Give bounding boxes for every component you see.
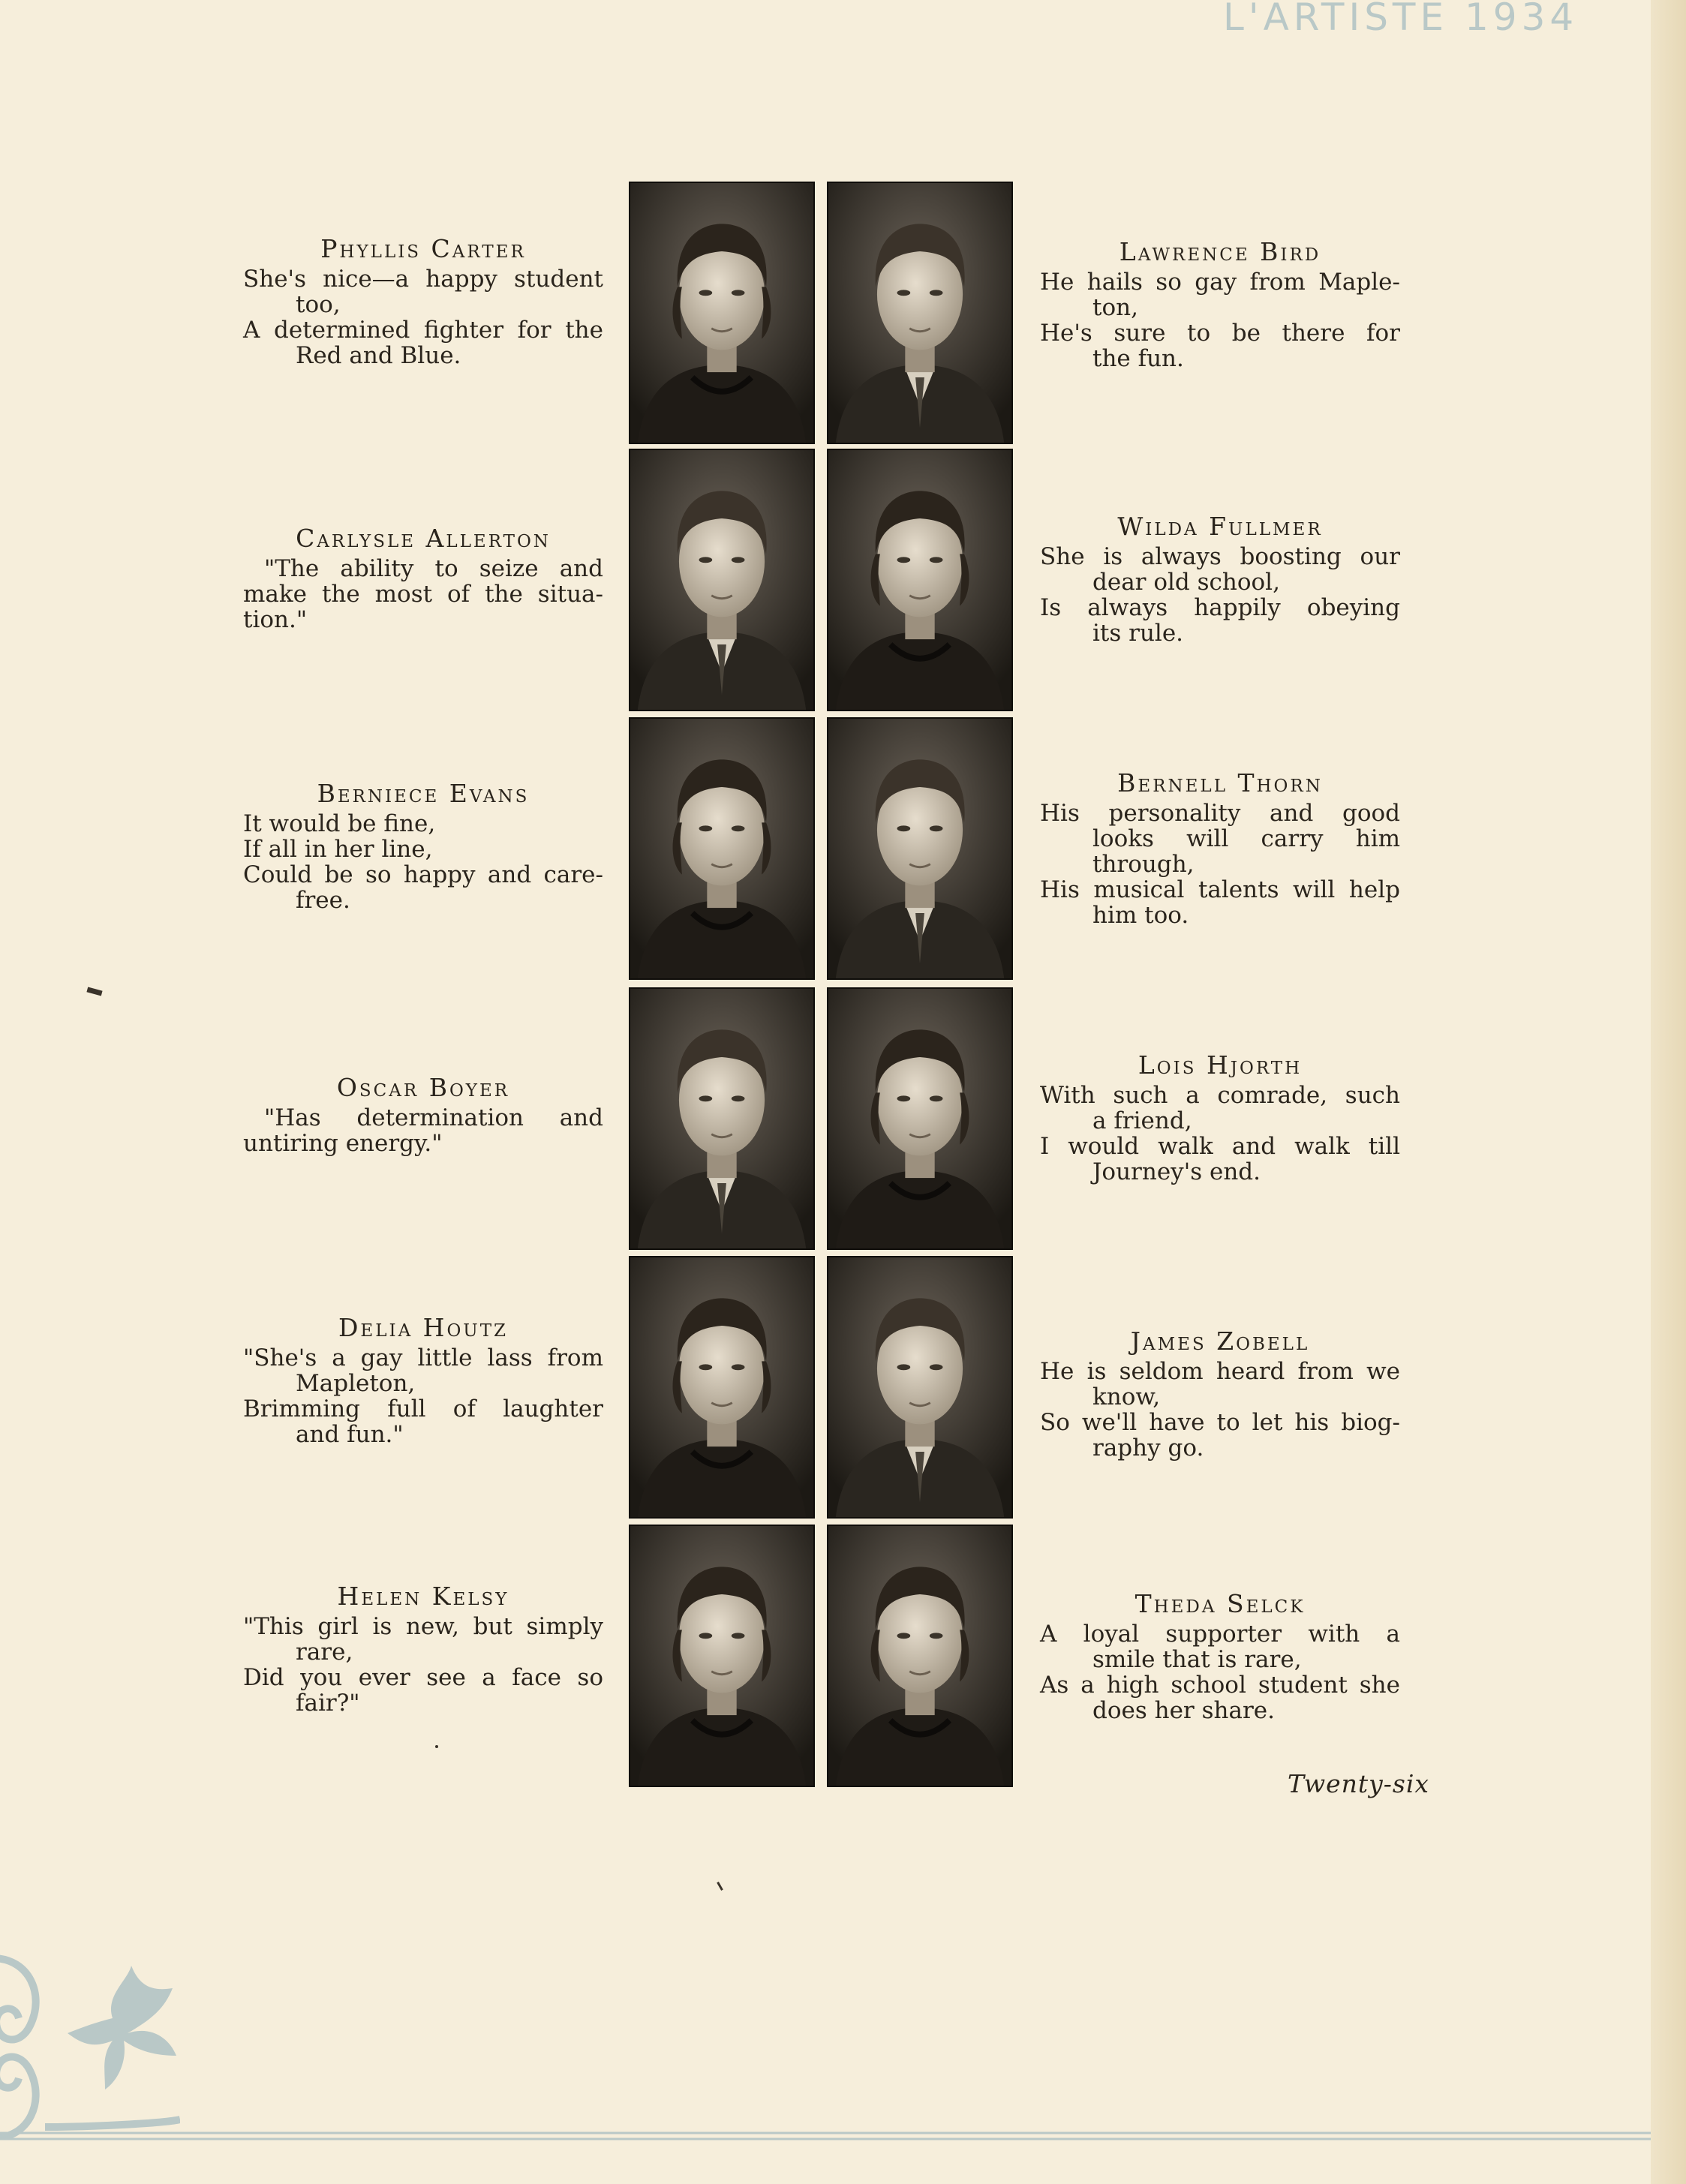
page-edge — [1651, 0, 1686, 2184]
student-name: Phyllis Carter — [320, 234, 526, 263]
student-verse: "She's a gay little lass from Mapleton, Brimming full of laughter and fun." — [243, 1344, 603, 1448]
portrait-bernell-thorn — [827, 717, 1013, 980]
page-number: Twenty-six — [1288, 1769, 1430, 1798]
stray-mark — [717, 1882, 723, 1891]
student-verse: She's nice—a happy student too, A determined fighter for the Red and Blue. — [243, 266, 603, 369]
portrait-lois-hjorth — [827, 987, 1013, 1250]
caption-james-zobell — [1040, 1326, 1400, 1461]
student-verse: "The ability to seize and make the most of the situa- tion." — [243, 555, 603, 633]
student-verse: His personality and good looks will carry him through, His musical talents will help him too. — [1040, 800, 1400, 929]
student-name: Lois Hjorth — [1138, 1050, 1303, 1080]
stray-mark — [86, 987, 102, 996]
bottom-border-rule — [0, 2131, 1651, 2143]
student-name: Wilda Fullmer — [1117, 512, 1323, 541]
student-verse: She is always boosting our dear old school, Is always happily obeying its rule. — [1040, 543, 1400, 647]
portrait-theda-selck — [827, 1525, 1013, 1787]
caption-delia-houtz — [243, 1313, 603, 1447]
caption-carlysle-allerton — [243, 524, 603, 632]
caption-lois-hjorth — [1040, 1050, 1400, 1185]
portrait-helen-kelsy — [629, 1525, 815, 1787]
student-name: Oscar Boyer — [336, 1073, 510, 1102]
student-name: Helen Kelsy — [337, 1582, 509, 1611]
portrait-phyllis-carter — [629, 182, 815, 444]
portrait-oscar-boyer — [629, 987, 815, 1250]
student-verse: With such a comrade, such a friend, I would walk and walk till Journey's end. — [1040, 1082, 1400, 1185]
student-name: Carlysle Allerton — [296, 524, 551, 553]
caption-wilda-fullmer — [1040, 512, 1400, 646]
caption-phyllis-carter — [243, 234, 603, 368]
caption-bernell-thorn — [1040, 768, 1400, 928]
caption-theda-selck — [1040, 1589, 1400, 1723]
student-verse: "This girl is new, but simply rare, Did you ever see a face so fair?" — [243, 1613, 603, 1717]
caption-helen-kelsy — [243, 1582, 603, 1716]
student-name: Lawrence Bird — [1119, 237, 1321, 266]
student-name: James Zobell — [1130, 1326, 1310, 1356]
student-verse: "Has determination and untiring energy." — [243, 1104, 603, 1157]
portrait-lawrence-bird — [827, 182, 1013, 444]
student-name: Delia Houtz — [338, 1313, 509, 1342]
portrait-james-zobell — [827, 1256, 1013, 1519]
caption-berniece-evans — [243, 779, 603, 913]
student-verse: It would be fine, If all in her line, Could be so happy and care- free. — [243, 810, 603, 914]
student-name: Berniece Evans — [317, 779, 530, 808]
running-head: L'ARTISTE 1934 — [1223, 0, 1579, 39]
leaf-ornament-icon — [0, 1951, 180, 2138]
portrait-delia-houtz — [629, 1256, 815, 1519]
student-name: Theda Selck — [1135, 1589, 1306, 1618]
student-verse: He is seldom heard from we know, So we'll have to let his biog- raphy go. — [1040, 1358, 1400, 1462]
portrait-berniece-evans — [629, 717, 815, 980]
portrait-wilda-fullmer — [827, 449, 1013, 711]
student-name: Bernell Thorn — [1117, 768, 1323, 798]
stray-mark — [435, 1745, 438, 1748]
portrait-carlysle-allerton — [629, 449, 815, 711]
caption-oscar-boyer — [243, 1073, 603, 1156]
student-verse: A loyal supporter with a smile that is rare, As a high school student she does her share. — [1040, 1621, 1400, 1724]
student-verse: He hails so gay from Maple- ton, He's sure to be there for the fun. — [1040, 269, 1400, 372]
caption-lawrence-bird — [1040, 237, 1400, 371]
